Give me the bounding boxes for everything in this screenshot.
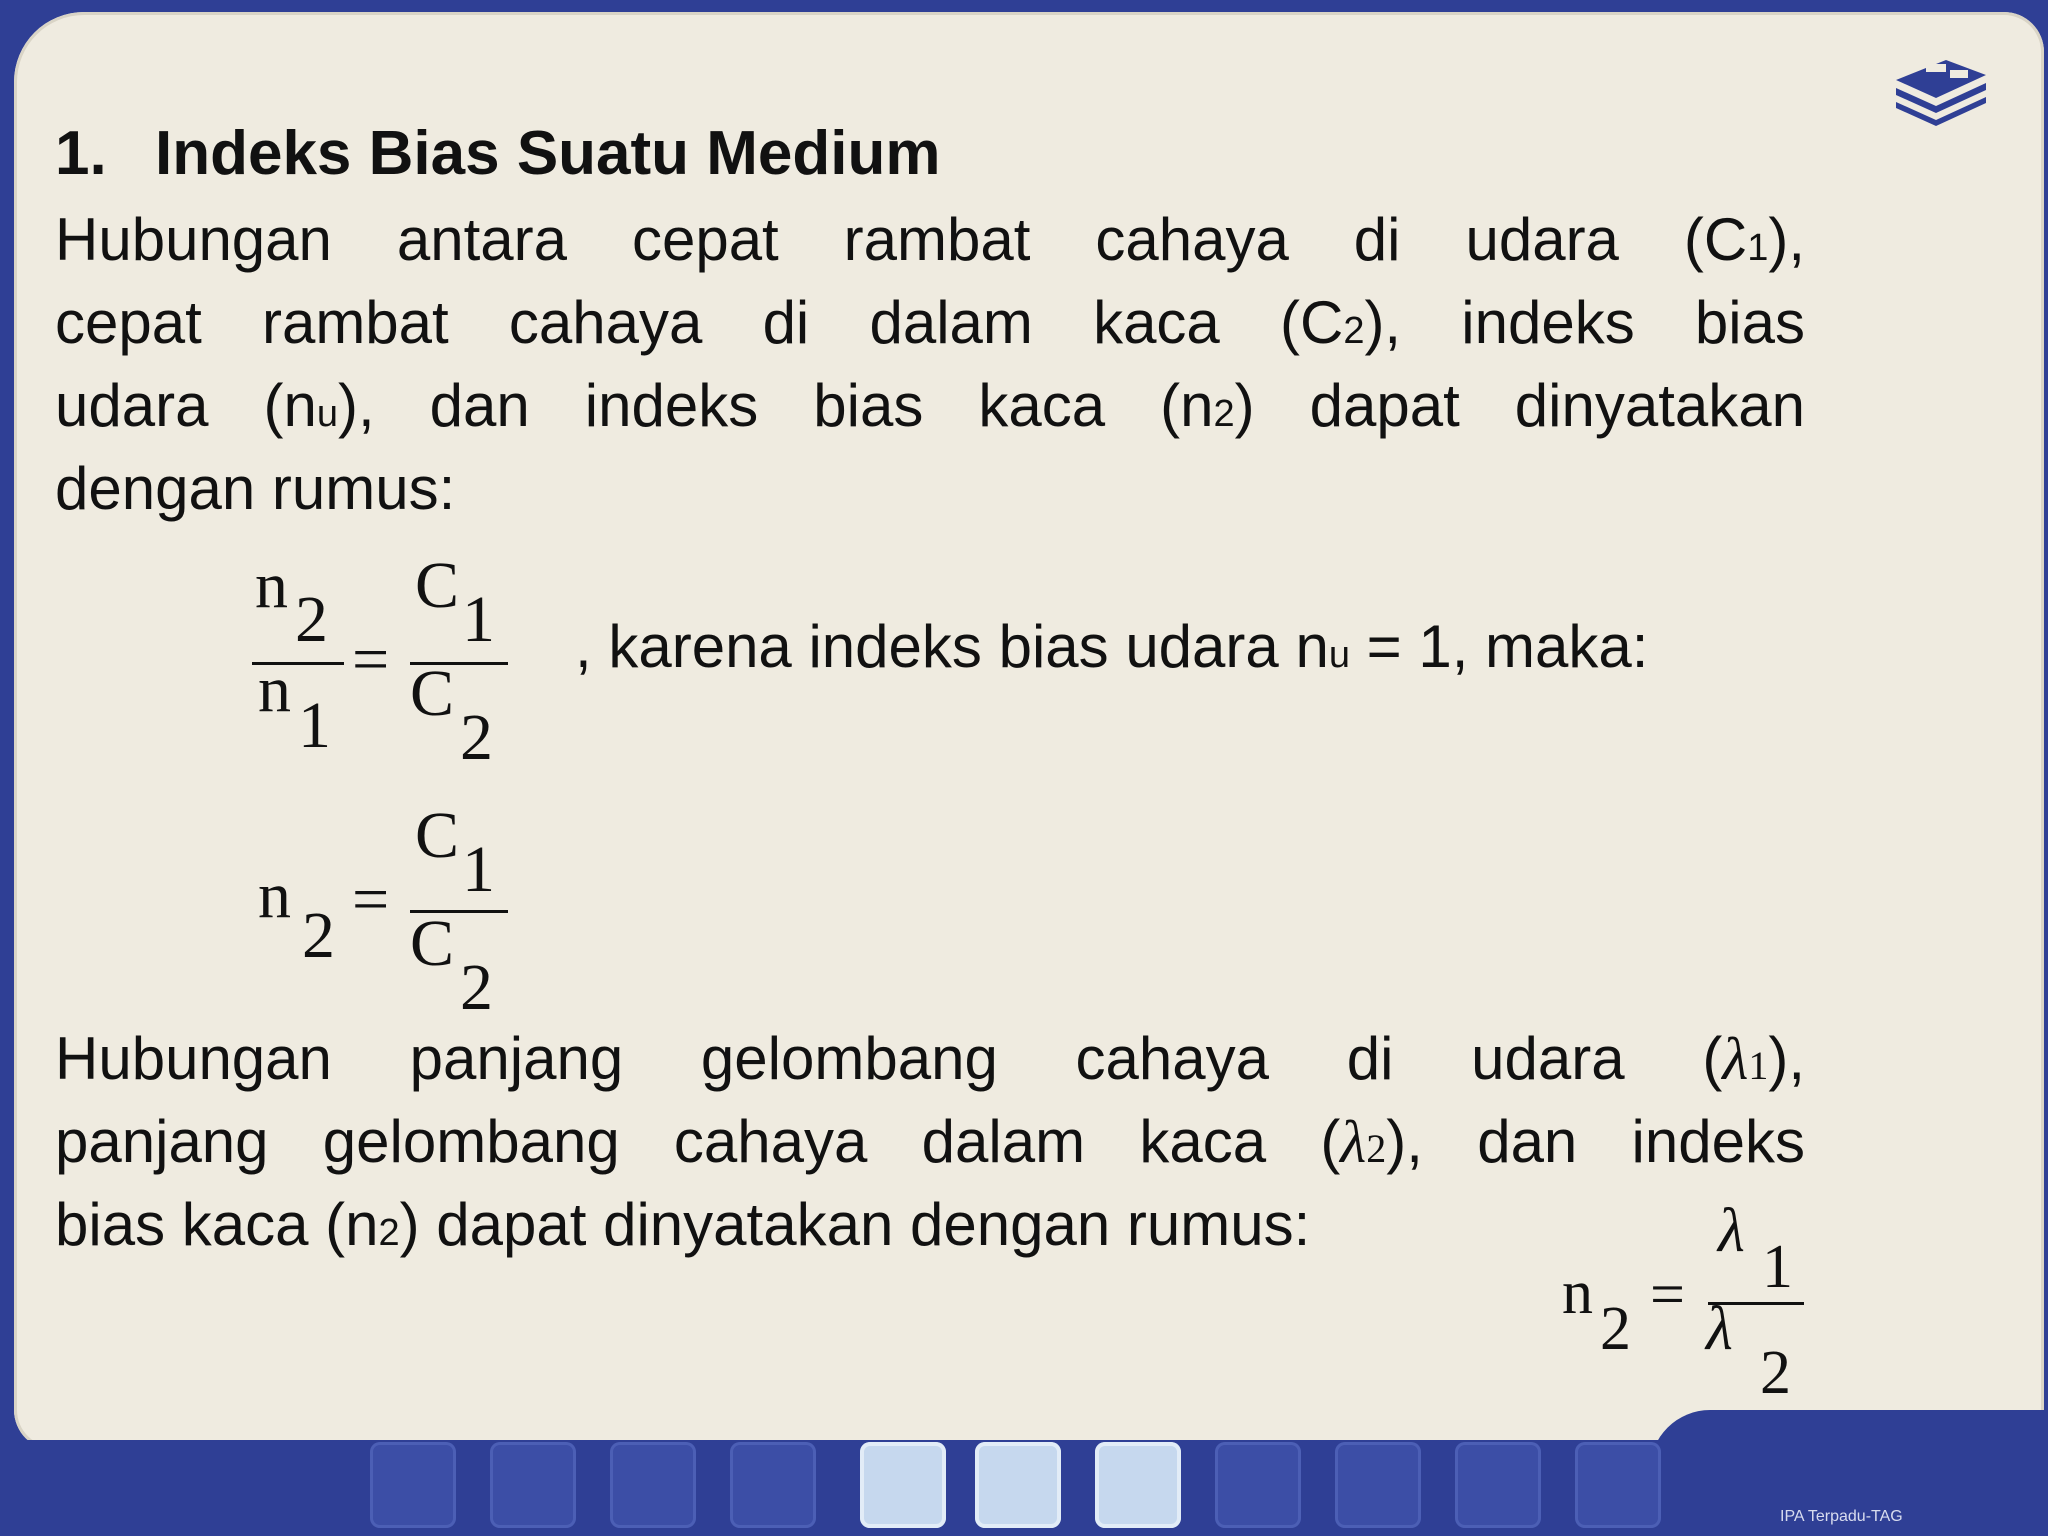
decor-square <box>1215 1442 1301 1528</box>
math-sub: 2 <box>295 583 328 656</box>
karena-text: , karena indeks bias udara nu = 1, maka: <box>575 613 1649 680</box>
math-sub: 1 <box>462 833 495 906</box>
math-sub: 2 <box>1760 1339 1791 1407</box>
text-run: karena indeks bias udara n <box>608 613 1329 680</box>
decor-square <box>1575 1442 1661 1528</box>
text-run: 1 <box>1748 1043 1769 1088</box>
text-run: 2 <box>1213 393 1235 435</box>
math-c: C <box>410 907 455 980</box>
text-run: Hubungan antara cepat rambat cahaya di udara (C <box>55 206 1748 273</box>
math-c: C <box>410 657 455 730</box>
decor-square <box>610 1442 696 1528</box>
paragraph-line <box>55 198 1805 281</box>
math-n: n <box>258 653 291 726</box>
text-run: cepat rambat cahaya di dalam kaca (C <box>55 289 1344 356</box>
text-run: 2 <box>1366 1126 1387 1171</box>
text-run: 2 <box>1343 310 1365 352</box>
decor-square-light <box>975 1442 1061 1528</box>
text-run: panjang gelombang cahaya dalam kaca ( <box>55 1108 1341 1175</box>
decor-square-light <box>860 1442 946 1528</box>
text-run: ), <box>1768 206 1805 273</box>
paragraph-2 <box>55 1017 1805 1266</box>
text-run: = 1, maka: <box>1349 613 1649 680</box>
publisher-logo-icon <box>1886 50 1998 140</box>
section-heading <box>55 118 941 189</box>
paragraph-line <box>55 1100 1805 1183</box>
lambda-symbol: λ <box>1718 1197 1745 1265</box>
lambda-symbol: λ <box>1340 1109 1367 1175</box>
text-run: 1 <box>1747 227 1769 269</box>
paragraph-1 <box>55 198 1805 530</box>
paragraph-line <box>55 281 1805 364</box>
text-run: Hubungan panjang gelombang cahaya di udara ( <box>55 1025 1723 1092</box>
math-sub: 1 <box>462 583 495 656</box>
text-run: ), <box>1768 1025 1805 1092</box>
math-equals: = <box>352 863 390 936</box>
text-run: bias kaca (n <box>55 1191 379 1258</box>
decor-square <box>1335 1442 1421 1528</box>
text-run: u <box>316 393 338 435</box>
paragraph-line <box>55 364 1805 447</box>
math-sub: 2 <box>460 701 493 774</box>
decor-square-light <box>1095 1442 1181 1528</box>
text-run: ), indeks bias <box>1364 289 1805 356</box>
math-n: n <box>258 859 291 932</box>
math-sub: 2 <box>302 899 335 972</box>
footer-label: IPA Terpadu-TAG <box>1780 1508 1903 1525</box>
math-equals: = <box>352 623 390 696</box>
text-run: ), dan indeks bias kaca (n <box>337 372 1214 439</box>
math-n: n <box>255 549 288 622</box>
text-run: 2 <box>378 1212 400 1254</box>
text-run: ) dapat dinyatakan <box>1234 372 1806 439</box>
heading-title: Indeks Bias Suatu Medium <box>155 119 941 188</box>
lambda-symbol: λ <box>1706 1295 1733 1363</box>
paragraph-line <box>55 1183 1805 1266</box>
decorative-squares <box>0 1430 2048 1536</box>
text-run: ) dapat dinyatakan dengan rumus: <box>399 1191 1311 1258</box>
text-run: ), dan indeks <box>1386 1108 1805 1175</box>
math-equals: = <box>1650 1261 1685 1329</box>
paragraph-line <box>55 1017 1805 1100</box>
math-sub: 1 <box>298 689 331 762</box>
math-sub: 2 <box>1600 1295 1631 1363</box>
lambda-symbol: λ <box>1722 1026 1749 1092</box>
paragraph-line: dengan rumus: <box>55 455 456 522</box>
decor-square <box>730 1442 816 1528</box>
math-n: n <box>1562 1259 1593 1327</box>
decor-square <box>490 1442 576 1528</box>
math-c: C <box>415 799 460 872</box>
decor-square <box>1455 1442 1541 1528</box>
text-run: u <box>1328 634 1350 676</box>
math-c: C <box>415 549 460 622</box>
math-sub: 1 <box>1762 1233 1793 1301</box>
math-sub: 2 <box>460 951 493 1024</box>
heading-number: 1. <box>55 119 107 188</box>
text-run: udara (n <box>55 372 317 439</box>
decor-square <box>370 1442 456 1528</box>
